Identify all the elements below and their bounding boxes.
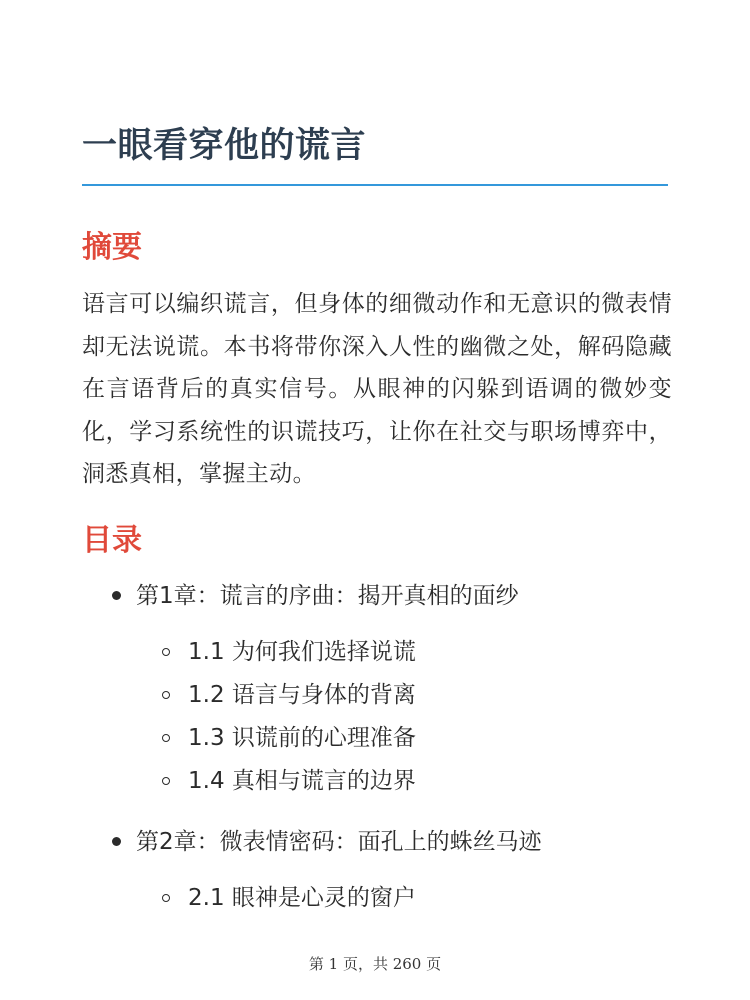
- bullet-circle-icon: [162, 777, 170, 785]
- bullet-circle-icon: [162, 734, 170, 742]
- bullet-circle-icon: [162, 691, 170, 699]
- chapter-title: 第2章：微表情密码：面孔上的蛛丝马迹: [136, 829, 542, 855]
- bullet-disc-icon: [112, 591, 121, 600]
- section-title: 1.4 真相与谎言的边界: [188, 768, 416, 794]
- section-title: 2.1 眼神是心灵的窗户: [188, 885, 416, 911]
- section-title: 1.3 识谎前的心理准备: [188, 725, 416, 751]
- toc-section: [188, 877, 672, 920]
- title-divider: [82, 184, 668, 186]
- table-of-contents: [82, 575, 672, 938]
- bullet-circle-icon: [162, 648, 170, 656]
- toc-section: [188, 760, 672, 803]
- bullet-disc-icon: [112, 837, 121, 846]
- chapter-title: 第1章：谎言的序曲：揭开真相的面纱: [136, 583, 519, 609]
- section-list: [136, 877, 672, 920]
- section-list: [136, 631, 672, 803]
- abstract-heading: 摘要: [82, 230, 142, 265]
- toc-heading: 目录: [82, 523, 142, 558]
- toc-chapter: [82, 821, 672, 920]
- toc-section: [188, 717, 672, 760]
- bullet-circle-icon: [162, 894, 170, 902]
- abstract-paragraph: 语言可以编织谎言，但身体的细微动作和无意识的微表情却无法说谎。本书将带你深入人性的幽微之处，解码隐藏在言语背后的真实信号。从眼神的闪躲到语调的微妙变化，学习系统性的识谎技巧，让你在社交与职场博弈中，洞悉真相，掌握主动。: [82, 291, 672, 487]
- section-title: 1.1 为何我们选择说谎: [188, 639, 416, 665]
- document-title: 一眼看穿他的谎言: [82, 126, 367, 166]
- toc-chapter: [82, 575, 672, 803]
- section-title: 1.2 语言与身体的背离: [188, 682, 416, 708]
- toc-section: [188, 631, 672, 674]
- page-number-footer: 第 1 页，共 260 页: [308, 955, 442, 973]
- toc-section: [188, 674, 672, 717]
